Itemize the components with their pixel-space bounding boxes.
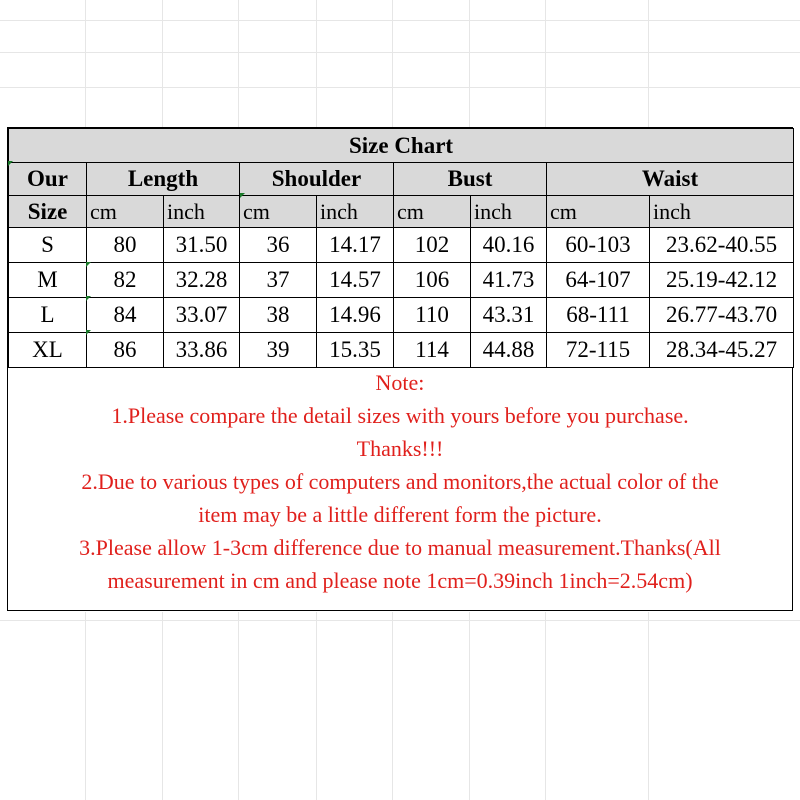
cell-marker-icon [86, 296, 91, 301]
table-cell: 106 [394, 263, 471, 298]
header-bust: Bust [394, 163, 547, 196]
note-heading: Note: [375, 370, 425, 395]
cell-marker-icon [8, 161, 13, 166]
table-title: Size Chart [9, 129, 794, 163]
unit-header: inch [471, 196, 547, 228]
unit-header: cm [547, 196, 650, 228]
table-cell: 102 [394, 228, 471, 263]
table-cell: 68-111 [547, 298, 650, 333]
table-cell: 15.35 [317, 333, 394, 368]
table-cell: 33.07 [164, 298, 240, 333]
table-cell: 14.96 [317, 298, 394, 333]
note-line: Thanks!!! [356, 436, 444, 461]
size-label: S [9, 228, 87, 263]
table-cell: 36 [240, 228, 317, 263]
size-label: M [9, 263, 87, 298]
unit-header: inch [650, 196, 794, 228]
table-cell: 38 [240, 298, 317, 333]
table-cell: 31.50 [164, 228, 240, 263]
note-line: measurement in cm and please note 1cm=0.39inch 1inch=2.54cm) [107, 568, 693, 593]
table-cell: 72-115 [547, 333, 650, 368]
table-cell: 114 [394, 333, 471, 368]
table-cell: 14.17 [317, 228, 394, 263]
size-chart [7, 127, 793, 611]
table-cell: 33.86 [164, 333, 240, 368]
note-line: 2.Due to various types of computers and monitors,the actual color of the [81, 469, 719, 494]
note-line: item may be a little different form the picture. [198, 502, 602, 527]
our-size-header-top: Our [9, 163, 87, 196]
unit-header: inch [317, 196, 394, 228]
table-cell: 80 [87, 228, 164, 263]
table-cell: 39 [240, 333, 317, 368]
our-size-header-bottom: Size [9, 196, 87, 228]
table-cell: 44.88 [471, 333, 547, 368]
cell-marker-icon [86, 262, 91, 267]
table-row [9, 333, 794, 368]
table-cell: 23.62-40.55 [650, 228, 794, 263]
table-row [9, 263, 794, 298]
header-shoulder: Shoulder [240, 163, 394, 196]
notes-section [8, 366, 792, 597]
header-length: Length [87, 163, 240, 196]
table-cell: 37 [240, 263, 317, 298]
cell-marker-icon [240, 193, 245, 198]
table-cell: 84 [87, 298, 164, 333]
header-waist: Waist [547, 163, 794, 196]
table-cell: 110 [394, 298, 471, 333]
table-cell: 14.57 [317, 263, 394, 298]
note-line: 1.Please compare the detail sizes with yours before you purchase. [111, 403, 689, 428]
table-cell: 60-103 [547, 228, 650, 263]
table-cell: 26.77-43.70 [650, 298, 794, 333]
table-row [9, 298, 794, 333]
table-cell: 32.28 [164, 263, 240, 298]
size-table [8, 128, 794, 368]
unit-header: cm [87, 196, 164, 228]
table-cell: 82 [87, 263, 164, 298]
table-cell: 28.34-45.27 [650, 333, 794, 368]
table-cell: 86 [87, 333, 164, 368]
size-label: L [9, 298, 87, 333]
size-label: XL [9, 333, 87, 368]
note-line: 3.Please allow 1-3cm difference due to manual measurement.Thanks(All [79, 535, 721, 560]
unit-header: inch [164, 196, 240, 228]
unit-header: cm [240, 196, 317, 228]
table-cell: 64-107 [547, 263, 650, 298]
table-cell: 41.73 [471, 263, 547, 298]
table-cell: 40.16 [471, 228, 547, 263]
table-cell: 43.31 [471, 298, 547, 333]
table-row [9, 228, 794, 263]
unit-header: cm [394, 196, 471, 228]
table-cell: 25.19-42.12 [650, 263, 794, 298]
cell-marker-icon [86, 330, 91, 335]
